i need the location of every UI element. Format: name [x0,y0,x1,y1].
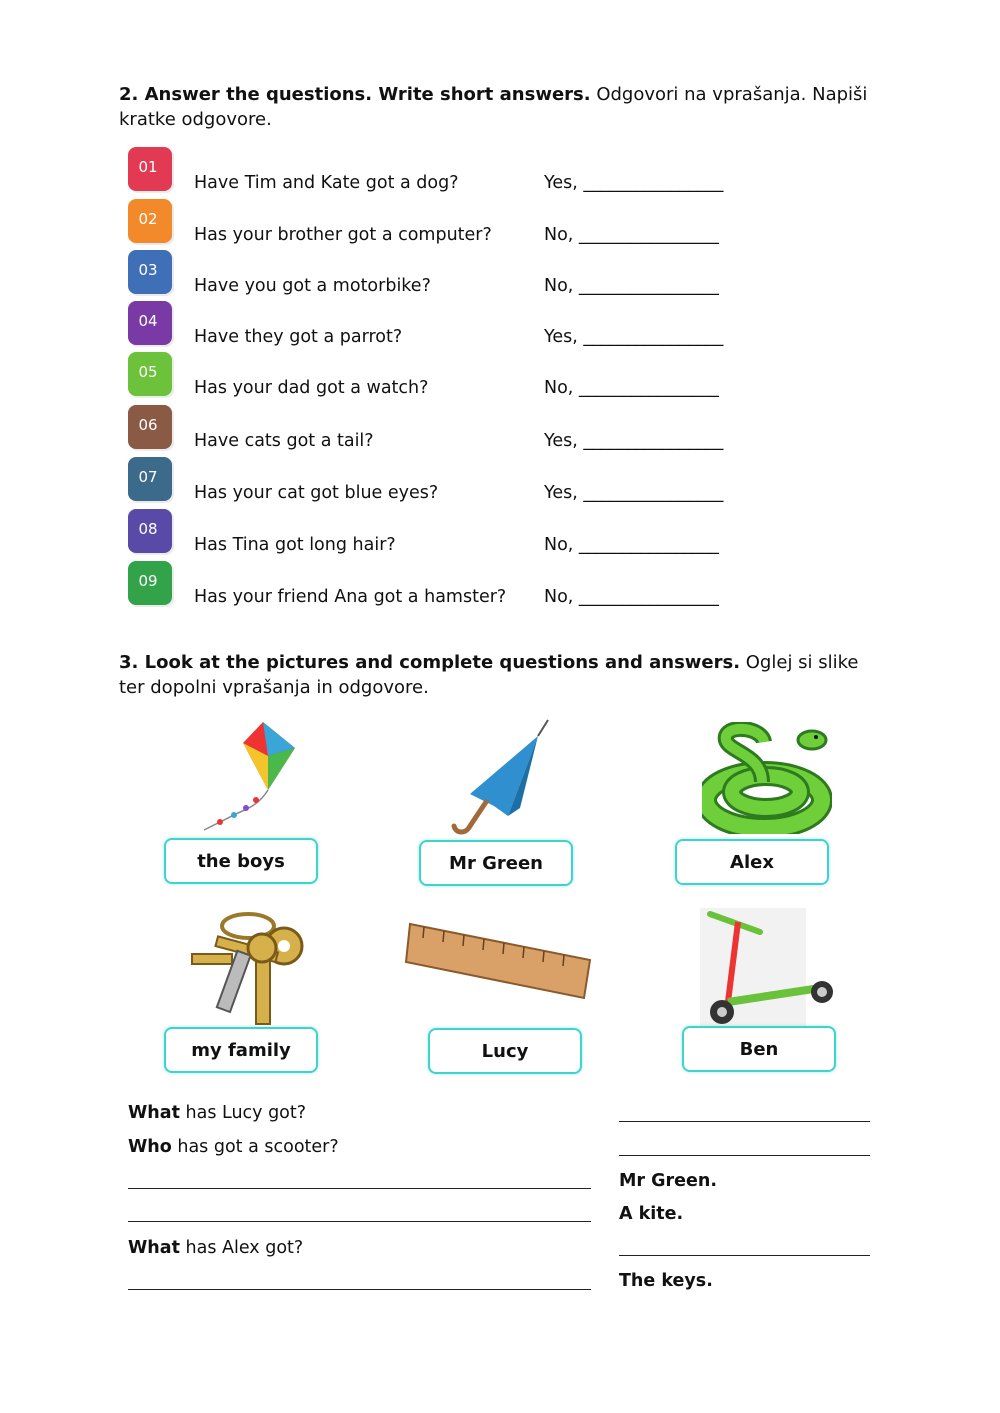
section-2-heading [119,82,879,132]
question-what-lucy [128,1102,306,1124]
badge-number: 08 [138,520,158,538]
number-badge-09 [128,561,172,605]
kite-icon [190,718,305,838]
section-2-title-rest: Odgovori na vprašanja. Napiši kratke odgovore. [119,84,868,130]
question-blank-1[interactable] [128,1188,591,1189]
number-badge-06 [128,405,172,449]
number-badge-05 [128,352,172,396]
badge-number: 05 [138,363,158,381]
question-text: Has your brother got a computer? [194,225,492,245]
umbrella-icon [440,716,555,841]
question-text: Has your friend Ana got a hamster? [194,587,507,607]
badge-number: 06 [138,416,158,434]
badge-number: 03 [138,261,158,279]
label-ben: Ben [682,1026,836,1072]
question-word: Who [128,1137,172,1157]
section-3-title-bold: 3. Look at the pictures and complete questions and answers. [119,652,741,673]
answer-field[interactable]: Yes, ________________ [544,173,724,193]
question-blank-2[interactable] [128,1221,591,1222]
answer-the-keys: The keys. [619,1271,713,1291]
answer-blank-3[interactable] [619,1255,870,1256]
question-text: Have Tim and Kate got a dog? [194,173,459,193]
answer-field[interactable]: No, ________________ [544,587,719,607]
number-badge-08 [128,509,172,553]
answer-mr-green: Mr Green. [619,1171,717,1191]
answer-field[interactable]: No, ________________ [544,378,719,398]
label-alex: Alex [675,839,829,885]
snake-icon [702,722,832,834]
answer-field[interactable]: Yes, ________________ [544,431,724,451]
section-3-heading [119,650,879,700]
question-text: Has Tina got long hair? [194,535,396,555]
question-text: Has your dad got a watch? [194,378,429,398]
question-text: Have cats got a tail? [194,431,374,451]
answer-field[interactable]: Yes, ________________ [544,483,724,503]
question-rest: has got a scooter? [171,1137,339,1157]
keys-icon [186,908,308,1028]
question-rest: has Lucy got? [179,1103,307,1123]
number-badge-01 [128,147,172,191]
number-badge-07 [128,457,172,501]
label-my-family: my family [164,1027,318,1073]
answer-field[interactable]: Yes, ________________ [544,327,724,347]
question-text: Have you got a motorbike? [194,276,431,296]
badge-number: 04 [138,312,158,330]
number-badge-04 [128,301,172,345]
label-the-boys: the boys [164,838,318,884]
question-who-scooter [128,1136,339,1158]
label-mr-green: Mr Green [419,840,573,886]
number-badge-03 [128,250,172,294]
answer-field[interactable]: No, ________________ [544,276,719,296]
question-what-alex [128,1237,303,1259]
badge-number: 01 [138,158,158,176]
badge-number: 09 [138,572,158,590]
question-text: Have they got a parrot? [194,327,403,347]
question-rest: has Alex got? [179,1238,304,1258]
section-2-title-bold: 2. Answer the questions. Write short answers. [119,84,591,105]
label-lucy: Lucy [428,1028,582,1074]
question-text: Has your cat got blue eyes? [194,483,439,503]
badge-number: 07 [138,468,158,486]
scooter-icon [700,908,834,1028]
answer-blank-2[interactable] [619,1155,870,1156]
ruler-icon [404,916,594,1006]
answer-field[interactable]: No, ________________ [544,535,719,555]
badge-number: 02 [138,210,158,228]
question-word: What [128,1238,180,1258]
answer-field[interactable]: No, ________________ [544,225,719,245]
question-word: What [128,1103,180,1123]
answer-blank-1[interactable] [619,1121,870,1122]
question-blank-3[interactable] [128,1289,591,1290]
answer-a-kite: A kite. [619,1204,684,1224]
section-3-title-rest: Oglej si slike ter dopolni vprašanja in odgovore. [119,652,859,698]
number-badge-02 [128,199,172,243]
